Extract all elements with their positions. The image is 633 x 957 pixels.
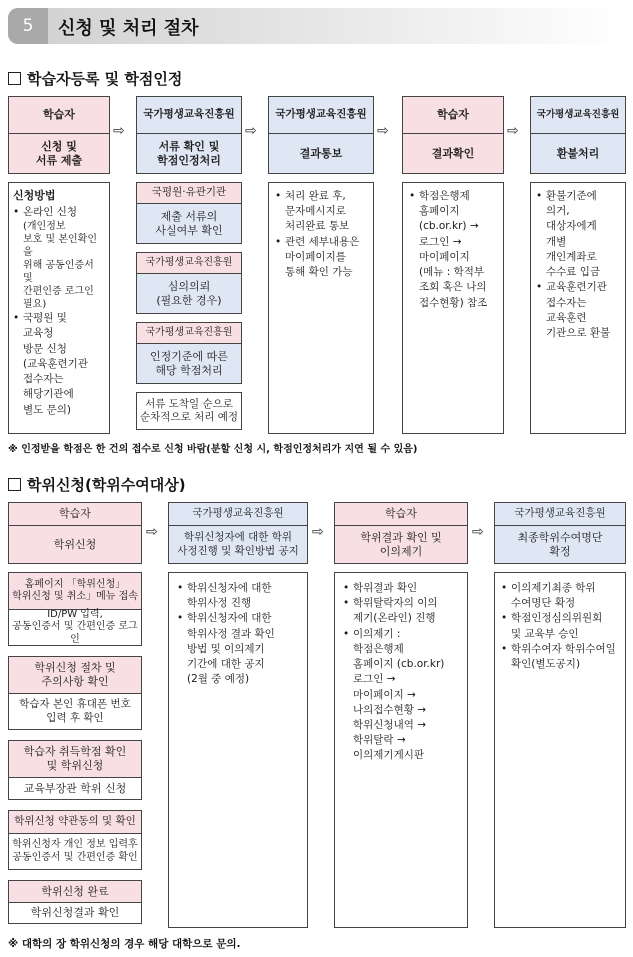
step-actor: 국가평생교육진흥원 — [495, 503, 625, 525]
s2-detail-col4 — [494, 572, 626, 928]
process-block: 학위신청 완료 학위신청결과 확인 — [8, 880, 142, 924]
step-action: 최종학위수여명단 확정 — [495, 525, 625, 563]
detail-item: • 학위탈락자의 이의 제기(온라인) 진행 — [343, 596, 459, 626]
process-block: 홈페이지 「학위신청」 학위신청 및 취소」메뉴 접속 ID/PW 입력, 공동인증서 및 간편인증 로그인 — [8, 572, 142, 646]
arrow-right-icon: ⇨ — [472, 524, 484, 540]
s2-step-3 — [334, 502, 468, 564]
s1-step-4 — [402, 96, 504, 174]
detail-item: • 온라인 신청 (개인정보 보호 및 본인확인을 위해 공동인증서 및 간편인증 로그인 필요) — [13, 205, 105, 311]
detail-item: • 학점인정심의위원회 및 교육부 승인 — [501, 611, 619, 641]
s1-step-2 — [136, 96, 242, 174]
arrow-right-icon: ⇨ — [113, 123, 125, 139]
step-actor: 국가평생교육진흥원 — [137, 97, 241, 133]
process-block: 학위신청 약관동의 및 확인 학위신청자 개인 정보 입력후 공동인증서 및 간편인증 확인 — [8, 810, 142, 870]
s2-detail-col1 — [8, 572, 142, 928]
step-action: 학위신청자에 대한 학위 사정진행 및 확인방법 공지 — [169, 525, 307, 563]
step-action: 학위신청 — [9, 525, 141, 563]
s1-step-1 — [8, 96, 110, 174]
step-actor: 학습자 — [9, 97, 109, 133]
step-actor: 학습자 — [335, 503, 467, 525]
process-block: 국가평생교육진흥원 심의의뢰 (필요한 경우) — [136, 252, 242, 314]
arrow-right-icon: ⇨ — [507, 123, 519, 139]
step-actor: 국가평생교육진흥원 — [169, 503, 307, 525]
section-number: 5 — [8, 8, 48, 44]
detail-item: • 학위수여자 학위수여일 확인(별도공지) — [501, 642, 619, 672]
s2-detail-col3 — [334, 572, 468, 928]
arrow-right-icon: ⇨ — [146, 524, 158, 540]
process-block: 국평원·유관기관 제출 서류의 사실여부 확인 — [136, 182, 242, 244]
step-action: 결과통보 — [269, 133, 373, 173]
s1-detail-col2 — [136, 182, 242, 434]
arrow-right-icon: ⇨ — [312, 524, 324, 540]
s2-detail-col2 — [168, 572, 308, 928]
detail-item: • 국평원 및 교육청 방문 신청 (교육훈련기관 접수자는 해당기관에 별도 문의) — [13, 311, 105, 418]
s2-step-1 — [8, 502, 142, 564]
section2-note: ※ 대학의 장 학위신청의 경우 해당 대학으로 문의. — [8, 938, 241, 950]
step-action: 환불처리 — [531, 133, 625, 173]
process-block: 학위신청 절차 및 주의사항 확인 학습자 본인 휴대폰 번호 입력 후 확인 — [8, 656, 142, 730]
section1-title: 학습자등록 및 학점인정 — [8, 68, 182, 89]
step-action: 서류 확인 및 학점인정처리 — [137, 133, 241, 173]
s1-detail-col3 — [268, 182, 374, 434]
detail-item: • 교육훈련기관 접수자는 교육훈련 기관으로 환불 — [536, 280, 620, 341]
s1-detail-col4 — [402, 182, 504, 434]
checkbox-square-icon — [8, 72, 21, 85]
detail-item: • 이의제기최종 학위 수여명단 확정 — [501, 581, 619, 611]
detail-item: • 관련 세부내용은 마이페이지를 통해 확인 가능 — [275, 235, 367, 281]
step-actor: 국가평생교육진흥원 — [531, 97, 625, 133]
detail-item: • 환불기준에 의거, 대상자에게 개별 개인계좌로 수수료 입금 — [536, 189, 620, 280]
s1-detail-col5 — [530, 182, 626, 434]
process-footer: 서류 도착일 순으로 순차적으로 처리 예정 — [136, 392, 242, 430]
detail-heading: 신청방법 — [13, 189, 56, 202]
detail-item: • 학위결과 확인 — [343, 581, 459, 596]
section1-note: ※ 인정받을 학점은 한 건의 접수로 신청 바람(분할 신청 시, 학점인정처리가 지연 될 수 있음) — [8, 444, 418, 455]
process-block: 국가평생교육진흥원 인정기준에 따른 해당 학점처리 — [136, 322, 242, 384]
arrow-right-icon: ⇨ — [245, 123, 257, 139]
step-actor: 국가평생교육진흥원 — [269, 97, 373, 133]
s2-step-2 — [168, 502, 308, 564]
page-title: 신청 및 처리 절차 — [58, 18, 199, 39]
detail-item: • 학점은행제 홈페이지 (cb.or.kr) → 로그인 → 마이페이지 (메뉴 : 학적부 조회 혹은 나의 접수현황) 참조 — [409, 189, 497, 311]
s1-step-3 — [268, 96, 374, 174]
detail-item: • 학위신청자에 대한 학위사정 결과 확인 방법 및 이의제기 기간에 대한 공지 (2월 중 예정) — [177, 611, 299, 687]
step-actor: 학습자 — [403, 97, 503, 133]
checkbox-square-icon — [8, 478, 21, 491]
detail-item: • 이의제기 : 학점은행제 홈페이지 (cb.or.kr) 로그인 → 마이페이지 → 나의접수현황 → 학위신청내역 → 학위탈락 → 이의제기게시판 — [343, 627, 459, 764]
s1-step-5 — [530, 96, 626, 174]
section2-title: 학위신청(학위수여대상) — [8, 474, 186, 495]
step-action: 결과확인 — [403, 133, 503, 173]
s2-step-4 — [494, 502, 626, 564]
step-action: 학위결과 확인 및 이의제기 — [335, 525, 467, 563]
detail-item: • 학위신청자에 대한 학위사정 진행 — [177, 581, 299, 611]
arrow-right-icon: ⇨ — [377, 123, 389, 139]
step-action: 신청 및 서류 제출 — [9, 133, 109, 173]
detail-item: • 처리 완료 후, 문자메시지로 처리완료 통보 — [275, 189, 367, 235]
s1-detail-col1 — [8, 182, 110, 434]
process-block: 학습자 취득학점 확인 및 학위신청 교육부장관 학위 신청 — [8, 740, 142, 800]
step-actor: 학습자 — [9, 503, 141, 525]
